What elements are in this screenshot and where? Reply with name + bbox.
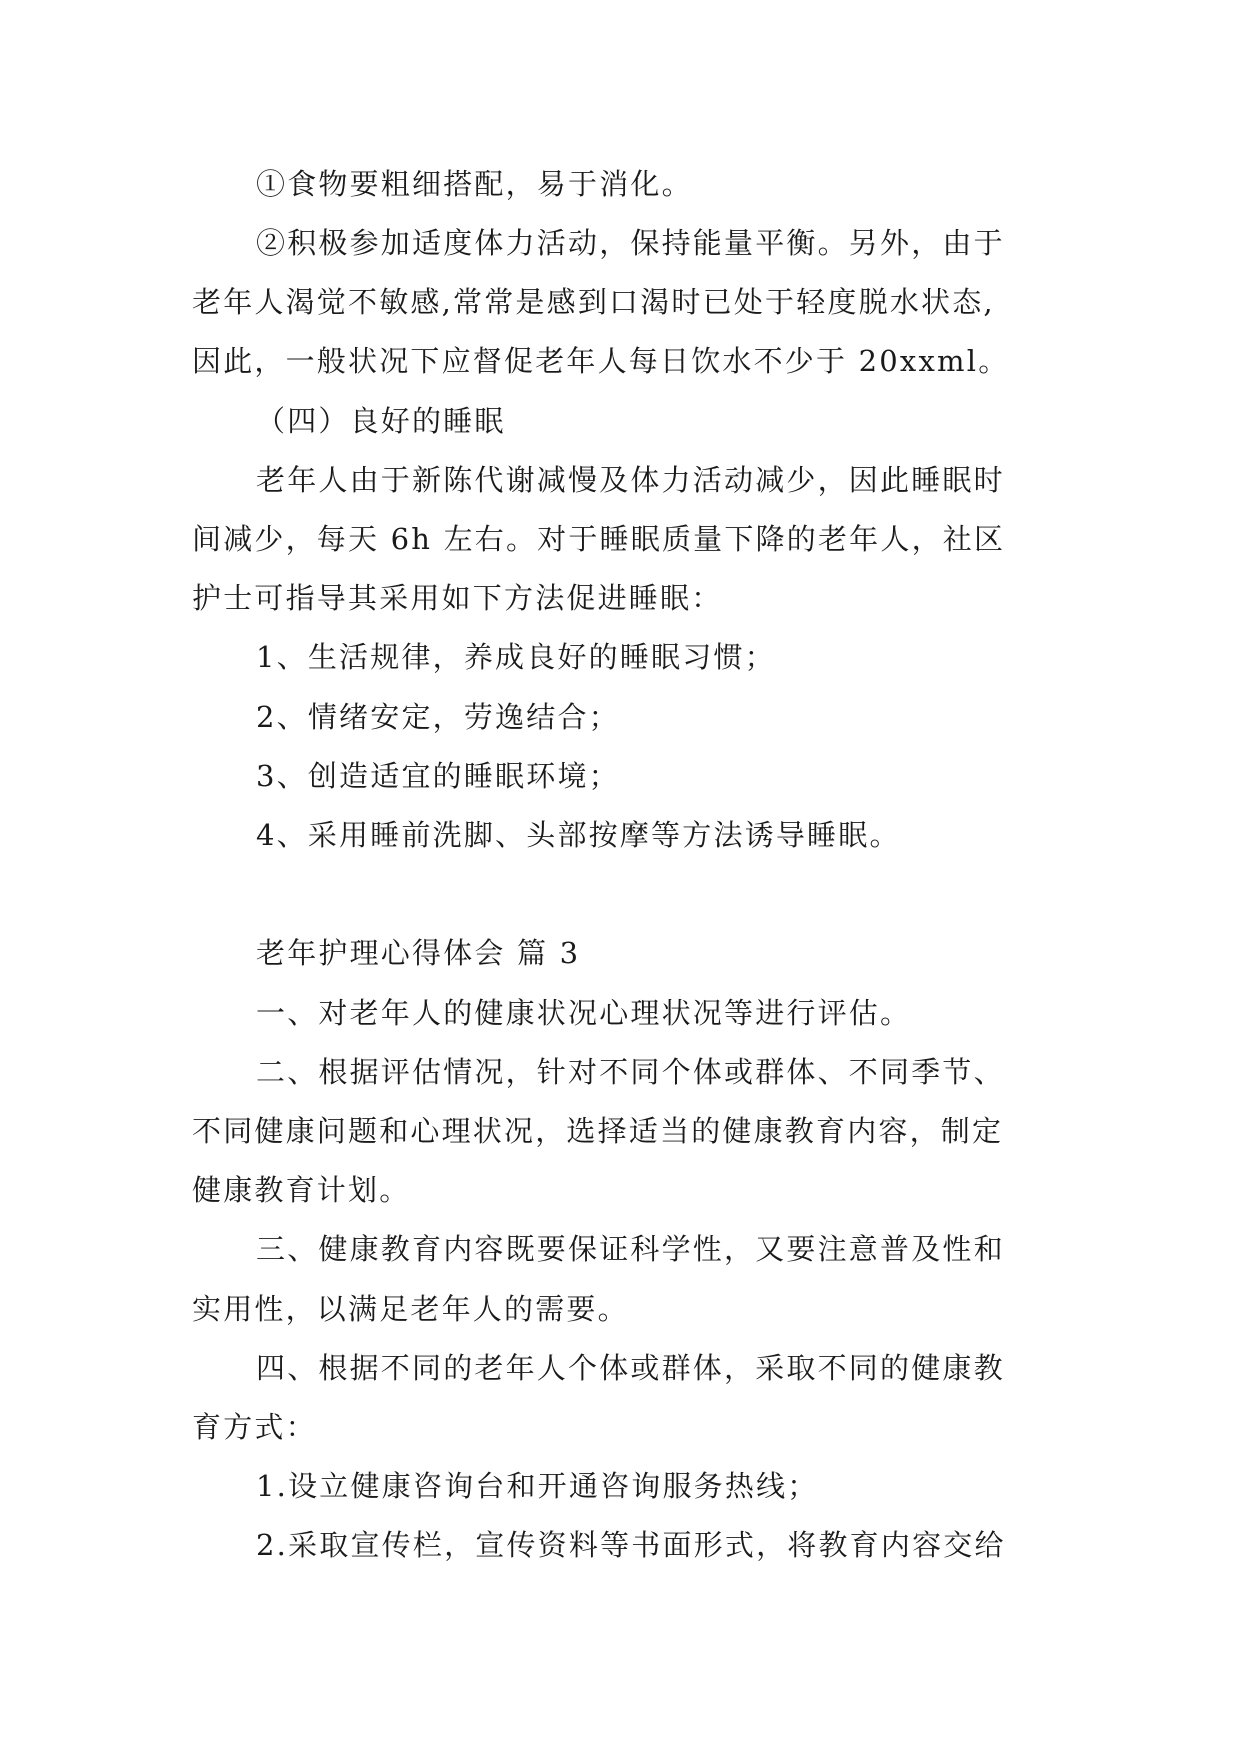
list-item: 2.采取宣传栏，宣传资料等书面形式，将教育内容交给 [256, 1528, 1006, 1562]
text-line: 二、根据评估情况，针对不同个体或群体、不同季节、 [256, 1055, 1005, 1089]
text-line: 三、健康教育内容既要保证科学性，又要注意普及性和 [256, 1232, 1005, 1266]
text-line: 因此，一般状况下应督促老年人每日饮水不少于 20xxml。 [192, 344, 1010, 378]
text-line: 健康教育计划。 [192, 1173, 411, 1207]
text-line: 老年人由于新陈代谢减慢及体力活动减少，因此睡眠时 [256, 463, 1005, 497]
list-item: 3、创造适宜的睡眠环境； [256, 759, 620, 793]
text-line: ②积极参加适度体力活动，保持能量平衡。另外，由于 [256, 226, 1005, 260]
text-line: 老年人渴觉不敏感,常常是感到口渴时已处于轻度脱水状态, [192, 285, 995, 319]
text-line: 间减少，每天 6h 左右。对于睡眠质量下降的老年人，社区 [192, 522, 1006, 556]
list-item: 4、采用睡前洗脚、头部按摩等方法诱导睡眠。 [256, 818, 901, 852]
list-item: 1.设立健康咨询台和开通咨询服务热线； [256, 1469, 819, 1503]
list-item: 2、情绪安定，劳逸结合； [256, 700, 620, 734]
text-line: 护士可指导其采用如下方法促进睡眠： [192, 581, 723, 615]
text-line: 育方式： [192, 1410, 317, 1444]
text-line: 不同健康问题和心理状况，选择适当的健康教育内容，制定 [192, 1114, 1004, 1148]
section-heading: （四）良好的睡眠 [256, 404, 506, 438]
text-line: 四、根据不同的老年人个体或群体，采取不同的健康教 [256, 1351, 1005, 1385]
text-line: 一、对老年人的健康状况心理状况等进行评估。 [256, 996, 912, 1030]
list-item: 1、生活规律，养成良好的睡眠习惯； [256, 640, 776, 674]
text-line: ①食物要粗细搭配，易于消化。 [256, 167, 693, 201]
section-title: 老年护理心得体会 篇 3 [256, 936, 581, 970]
text-line: 实用性，以满足老年人的需要。 [192, 1292, 629, 1326]
